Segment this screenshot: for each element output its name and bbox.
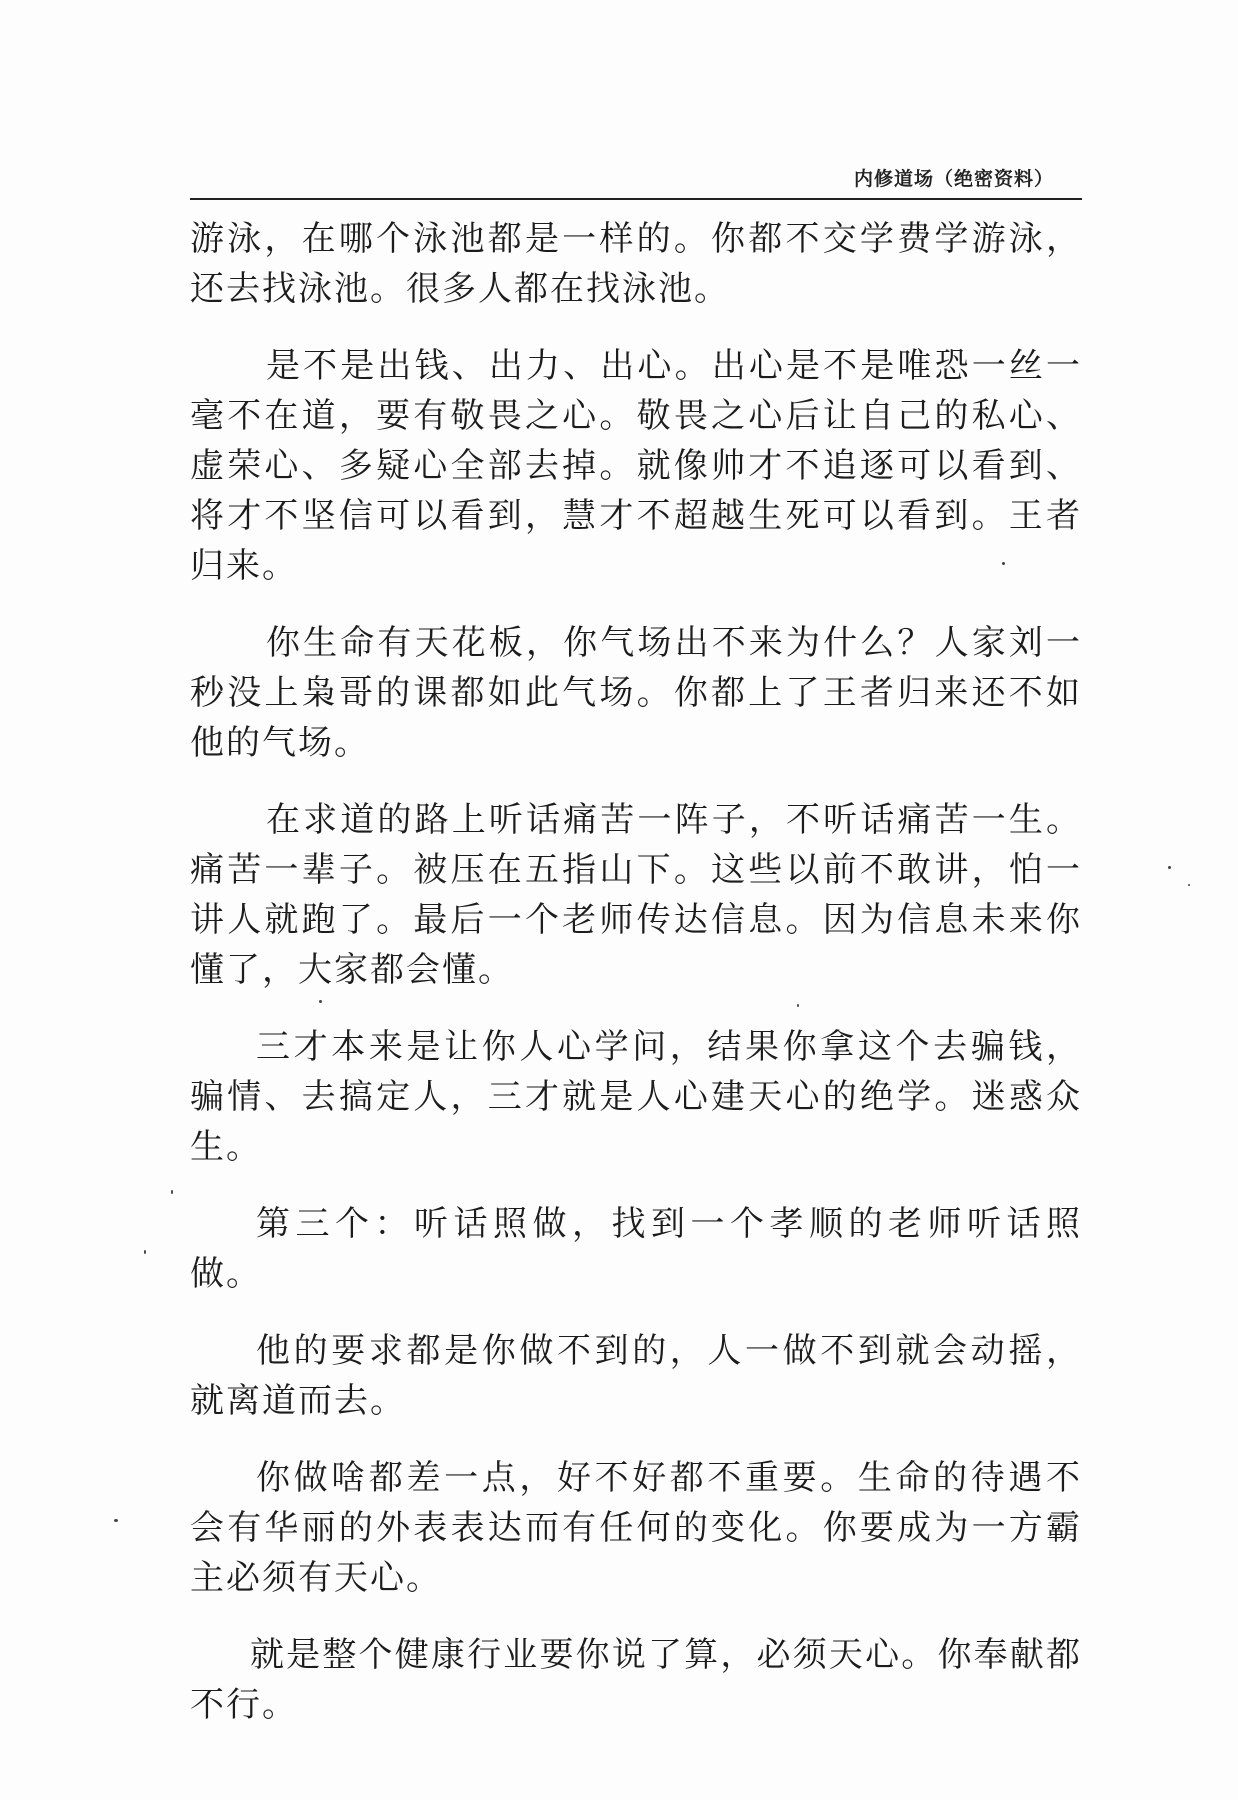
paragraph: 第三个：听话照做，找到一个孝顺的老师听话照做。	[190, 1204, 1082, 1294]
running-header	[190, 160, 1082, 200]
scan-speck	[114, 1519, 118, 1522]
paragraph: 三才本来是让你人心学问，结果你拿这个去骗钱，骗情、去搞定人，三才就是人心建天心的绝学。迷惑众生。	[190, 1027, 1082, 1167]
paragraph: 你生命有天花板，你气场出不来为什么？人家刘一秒没上枭哥的课都如此气场。你都上了王者归来还不如他的气场。	[190, 623, 1082, 763]
paragraph: 就是整个健康行业要你说了算，必须天心。你奉献都不行。	[190, 1635, 1082, 1725]
scan-speck	[797, 1004, 799, 1007]
scan-speck	[171, 1190, 173, 1194]
body-text	[190, 214, 1082, 1757]
paragraph: 你做啥都差一点，好不好都不重要。生命的待遇不会有华丽的外表表达而有任何的变化。你要成为一方霸主必须有天心。	[190, 1458, 1082, 1598]
paragraph: 游泳，在哪个泳池都是一样的。你都不交学费学游泳，还去找泳池。很多人都在找泳池。	[190, 219, 1082, 309]
running-header-title: 内修道场（绝密资料）	[853, 168, 1054, 190]
paragraph: 他的要求都是你做不到的，人一做不到就会动摇，就离道而去。	[190, 1331, 1082, 1421]
scan-speck	[1168, 866, 1171, 869]
scan-speck	[1188, 884, 1190, 886]
paragraph: 在求道的路上听话痛苦一阵子，不听话痛苦一生。痛苦一辈子。被压在五指山下。这些以前不敢讲，怕一讲人就跑了。最后一个老师传达信息。因为信息未来你懂了，大家都会懂。	[190, 800, 1082, 990]
paragraph: 是不是出钱、出力、出心。出心是不是唯恐一丝一毫不在道，要有敬畏之心。敬畏之心后让自己的私心、虚荣心、多疑心全部去掉。就像帅才不追逐可以看到、将才不坚信可以看到，慧才不超越生死可以看到。王者归来。	[190, 346, 1082, 586]
scan-speck	[144, 1250, 146, 1254]
scan-speck	[1002, 562, 1005, 565]
scan-speck	[319, 1000, 322, 1003]
